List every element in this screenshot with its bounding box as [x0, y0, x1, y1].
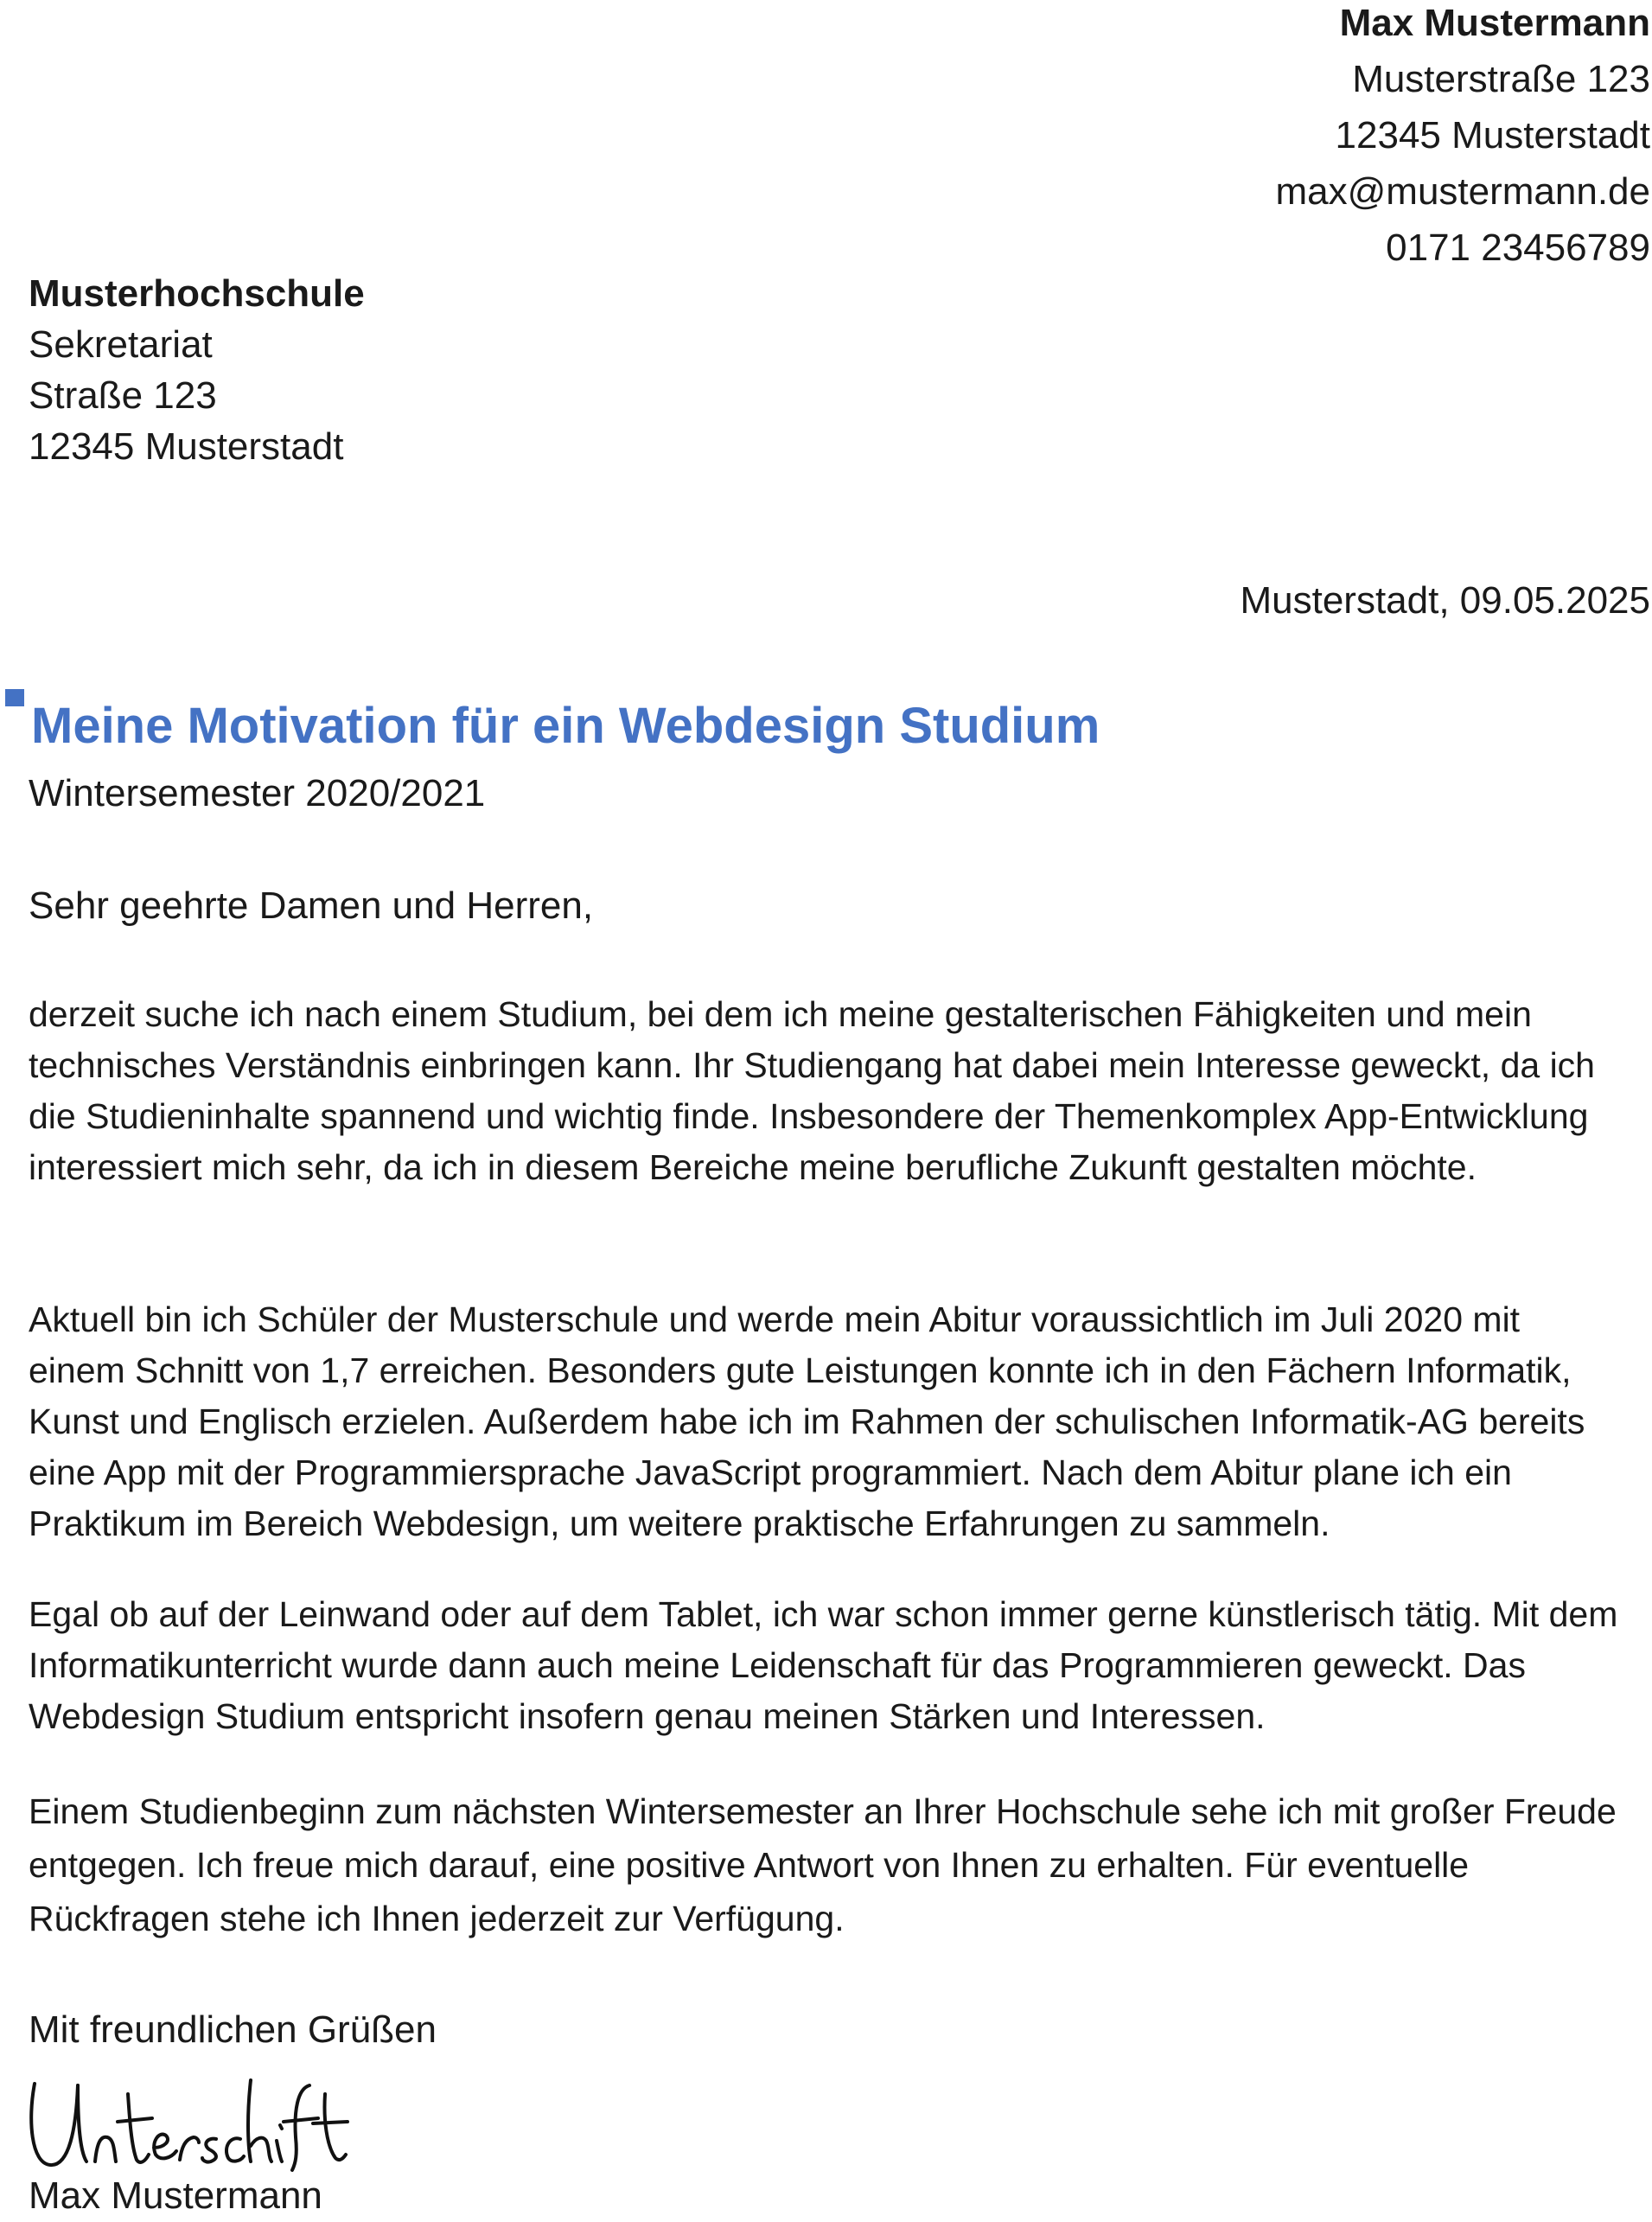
- recipient-street: Straße 123: [29, 374, 217, 417]
- handwritten-signature: [24, 2068, 353, 2180]
- sender-street: Musterstraße 123: [1352, 58, 1650, 100]
- sender-phone: 0171 23456789: [1386, 227, 1650, 269]
- heading-marker: [5, 689, 24, 706]
- recipient-name: Musterhochschule: [29, 272, 365, 315]
- body-paragraph-2: Aktuell bin ich Schüler der Musterschule und werde mein Abitur voraussichtlich im Juli 2020 mit einem Schnitt von 1,7 erreichen. Besonders gute Leistungen konnte ich in den Fächern Informatik, Kunst und Englisch erzielen. Außerdem habe ich im Rahmen der schulischen Informatik-AG bereits eine App mit der Programmiersprache JavaScript programmiert. Nach dem Abitur plane ich ein Praktikum im Bereich Webdesign, um weitere praktische Erfahrungen zu sammeln.: [29, 1299, 1585, 1543]
- subject-heading: Meine Motivation für ein Webdesign Studium: [31, 698, 1100, 754]
- recipient-block: [29, 268, 365, 472]
- salutation: Sehr geehrte Damen und Herren,: [29, 884, 594, 927]
- sender-city: 12345 Musterstadt: [1335, 114, 1650, 156]
- date-line: Musterstadt, 09.05.2025: [1240, 579, 1650, 622]
- recipient-city: 12345 Musterstadt: [29, 425, 344, 468]
- sender-email: max@mustermann.de: [1275, 170, 1650, 213]
- sender-block: [786, 0, 1650, 276]
- sender-name: Max Mustermann: [1339, 2, 1650, 44]
- closing-phrase: Mit freundlichen Grüßen: [29, 2008, 437, 2051]
- recipient-department: Sekretariat: [29, 323, 213, 366]
- body-paragraph-1: derzeit suche ich nach einem Studium, bei dem ich meine gestalterischen Fähigkeiten und mein technisches Verständnis einbringen kann. Ihr Studiengang hat dabei mein Interesse geweckt, da ich die Studieninhalte spannend und wichtig finde. Insbesondere der Themenkomplex App-Entwicklung interessiert mich sehr, da ich in diesem Bereiche meine berufliche Zukunft gestalten möchte.: [29, 994, 1595, 1187]
- semester-subtitle: Wintersemester 2020/2021: [29, 772, 486, 814]
- signer-name: Max Mustermann: [29, 2174, 322, 2217]
- body-paragraph-4: Einem Studienbeginn zum nächsten Wintersemester an Ihrer Hochschule sehe ich mit großer Freude entgegen. Ich freue mich darauf, eine positive Antwort von Ihnen zu erhalten. Für eventuelle Rückfragen stehe ich Ihnen jederzeit zur Verfügung.: [29, 1791, 1617, 1938]
- body-paragraph-3: Egal ob auf der Leinwand oder auf dem Tablet, ich war schon immer gerne künstlerisch tätig. Mit dem Informatikunterricht wurde dann auch meine Leidenschaft für das Programmieren geweckt. Das Webdesign Studium entspricht insofern genau meinen Stärken und Interessen.: [29, 1594, 1618, 1736]
